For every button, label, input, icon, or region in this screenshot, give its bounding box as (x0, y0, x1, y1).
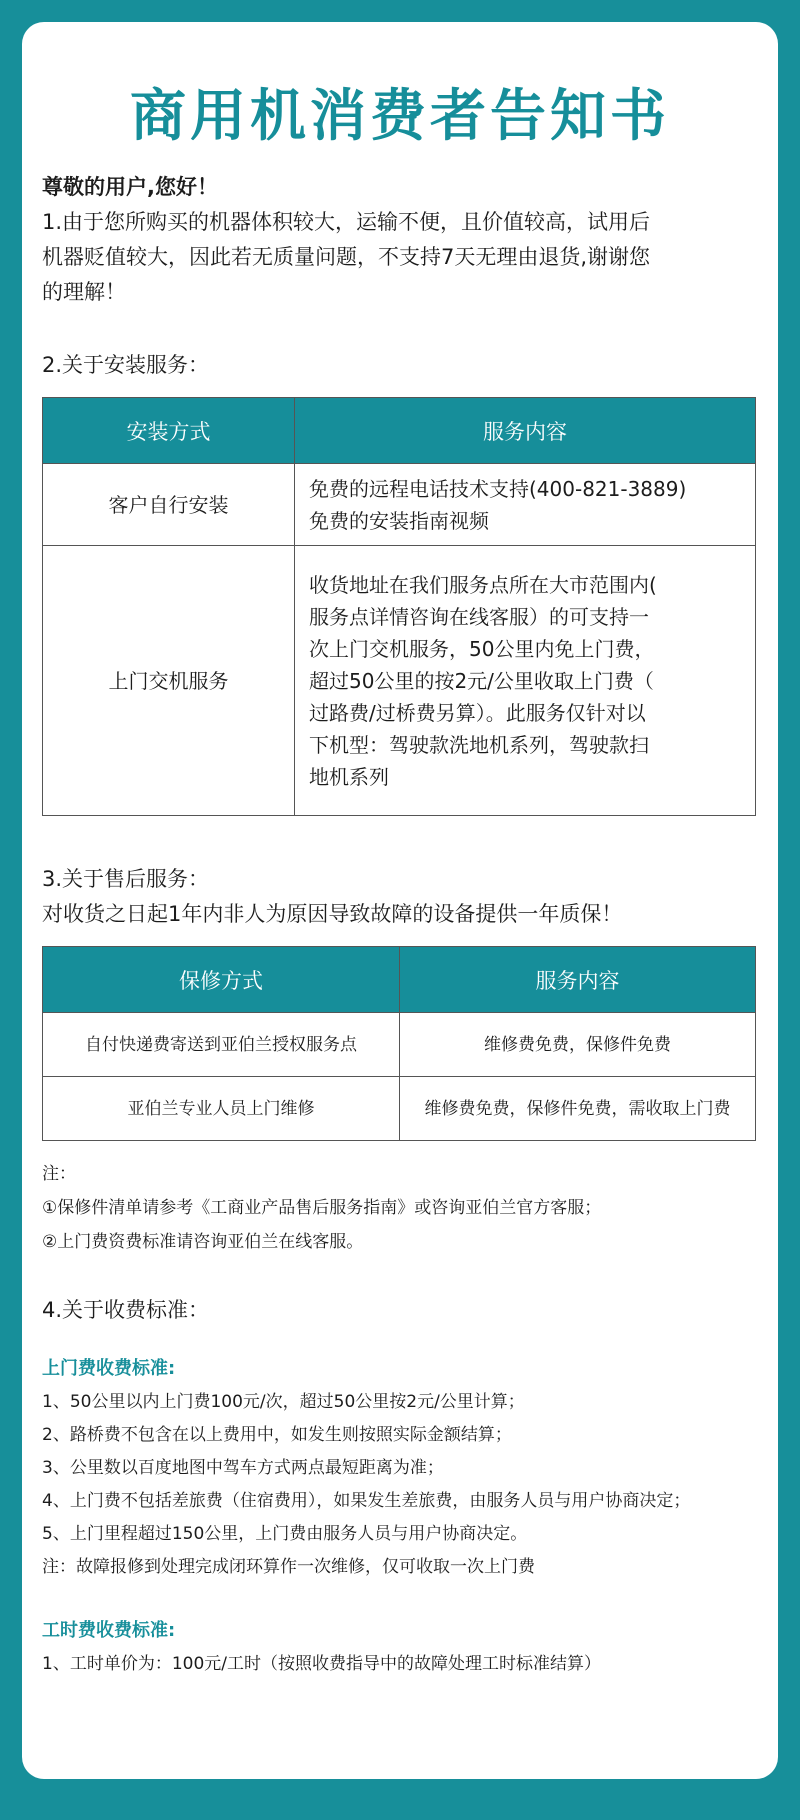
warranty-method-cell: 自付快递费寄送到亚伯兰授权服务点 (43, 1013, 400, 1077)
content-line: 免费的远程电话技术支持(400-821-3889) (309, 476, 687, 501)
table-header: 保修方式 (43, 947, 400, 1013)
warranty-method-cell: 亚伯兰专业人员上门维修 (43, 1077, 400, 1141)
list-item: 1、工时单价为：100元/工时（按照收费指导中的故障处理工时标准结算） (42, 1654, 601, 1674)
install-service-table (42, 397, 756, 816)
install-content-cell (295, 546, 756, 816)
intro-line: 1.由于您所购买的机器体积较大，运输不便，且价值较高，试用后 (42, 210, 651, 234)
section3-heading: 3.关于售后服务： (42, 867, 210, 891)
note-line: ②上门费资费标准请咨询亚伯兰在线客服。 (42, 1232, 364, 1252)
warranty-content-cell: 维修费免费，保修件免费，需收取上门费 (400, 1077, 756, 1141)
note-line: ①保修件清单请参考《工商业产品售后服务指南》或咨询亚伯兰官方客服； (42, 1198, 602, 1218)
content-line: 次上门交机服务，50公里内免上门费， (309, 636, 655, 661)
table-row (43, 464, 756, 546)
install-method-cell: 客户自行安装 (43, 464, 295, 546)
content-line: 收货地址在我们服务点所在大市范围内( (309, 572, 657, 597)
content-line: 免费的安装指南视频 (309, 508, 489, 533)
notice-card (22, 22, 778, 1779)
content-line: 服务点详情咨询在线客服）的可支持一 (309, 604, 649, 629)
greeting: 尊敬的用户,您好！ (42, 175, 218, 199)
intro-line: 的理解！ (42, 280, 126, 304)
table-header: 服务内容 (295, 398, 756, 464)
section2-heading: 2.关于安装服务： (42, 353, 210, 377)
list-item: 1、50公里以内上门费100元/次，超过50公里按2元/公里计算； (42, 1392, 525, 1412)
list-item: 5、上门里程超过150公里，上门费由服务人员与用户协商决定。 (42, 1524, 528, 1544)
labor-fee-list (42, 1648, 758, 1681)
warranty-content-cell: 维修费免费，保修件免费 (400, 1013, 756, 1077)
content-line: 过路费/过桥费另算）。此服务仅针对以 (309, 700, 646, 725)
table-header: 安装方式 (43, 398, 295, 464)
table-header-row (43, 947, 756, 1013)
warranty-notes (42, 1157, 758, 1259)
table-row (43, 546, 756, 816)
table-row (43, 1013, 756, 1077)
warranty-table (42, 946, 756, 1141)
table-header: 服务内容 (400, 947, 756, 1013)
section3-desc: 对收货之日起1年内非人为原因导致故障的设备提供一年质保！ (42, 902, 623, 926)
list-item: 4、上门费不包括差旅费（住宿费用），如果发生差旅费，由服务人员与用户协商决定； (42, 1491, 691, 1511)
install-content-cell (295, 464, 756, 546)
content-line: 下机型：驾驶款洗地机系列，驾驶款扫 (309, 732, 649, 757)
list-item: 3、公里数以百度地图中驾车方式两点最短距离为准； (42, 1458, 444, 1478)
note-line: 注： (42, 1164, 76, 1184)
install-method-cell: 上门交机服务 (43, 546, 295, 816)
list-item: 2、路桥费不包含在以上费用中，如发生则按照实际金额结算； (42, 1425, 512, 1445)
page-title: 商用机消费者告知书 (130, 84, 670, 149)
visit-fee-list (42, 1386, 758, 1584)
table-row (43, 1077, 756, 1141)
labor-fee-title: 工时费收费标准: (42, 1620, 176, 1641)
table-header-row (43, 398, 756, 464)
visit-fee-title: 上门费收费标准: (42, 1358, 176, 1379)
intro-line: 机器贬值较大，因此若无质量问题，不支持7天无理由退货,谢谢您 (42, 245, 651, 269)
content-line: 超过50公里的按2元/公里收取上门费（ (309, 668, 654, 693)
section4-heading: 4.关于收费标准： (42, 1298, 210, 1322)
list-item: 注：故障报修到处理完成闭环算作一次维修，仅可收取一次上门费 (42, 1557, 535, 1577)
content-line: 地机系列 (309, 764, 389, 789)
